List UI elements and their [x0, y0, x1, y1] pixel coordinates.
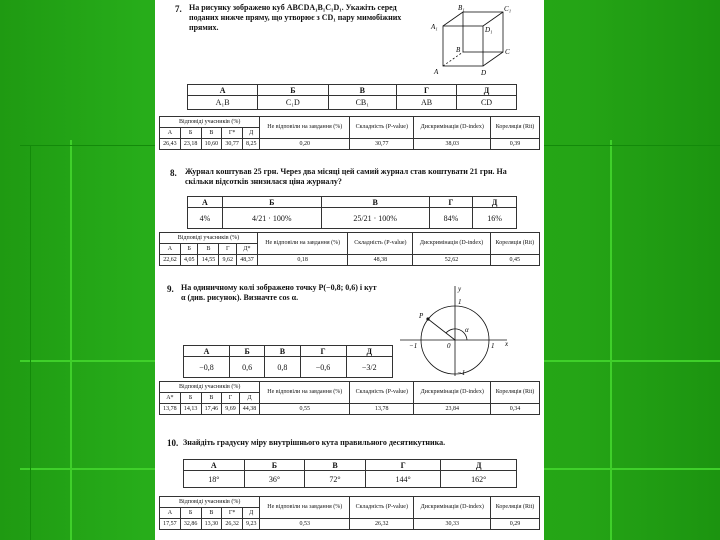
answer-option: 72°: [305, 471, 366, 488]
stats-letter: Б: [180, 128, 201, 139]
q10-text: Знайдіть градусну міру внутрішнього кута правильного десятикутника.: [183, 438, 446, 447]
answer-option: C₁D: [258, 96, 328, 110]
answer-letter: А: [188, 85, 258, 96]
stats-value: 38,03: [414, 139, 491, 150]
answer-letter: В: [328, 85, 397, 96]
circle-label-left: −1: [409, 342, 418, 350]
cube-label: A: [434, 68, 439, 76]
stats-header: Складність (P-value): [348, 233, 413, 255]
stats-header: Не відповіли на завдання (%): [260, 117, 350, 139]
answer-option: −0,8: [184, 357, 230, 378]
decor-line: [30, 145, 31, 540]
stats-header: Дискримінація (D-index): [414, 497, 491, 519]
stats-value: 26,43: [160, 139, 181, 150]
stats-letter: Г*: [222, 128, 243, 139]
circle-label-right: 1: [491, 342, 495, 350]
stats-value: 32,86: [180, 519, 201, 530]
stats-header: Складність (P-value): [350, 382, 414, 404]
answer-letter: А: [184, 346, 230, 357]
decor-line: [610, 140, 612, 540]
stats-letter: А: [160, 128, 181, 139]
stats-letter: Д: [243, 128, 260, 139]
circle-label-point: P: [419, 312, 424, 320]
stats-letter: В: [201, 128, 222, 139]
stats-header: Дискримінація (D-index): [414, 117, 491, 139]
stats-value: 13,30: [201, 519, 222, 530]
answer-letter: Д: [346, 346, 393, 357]
stats-letter: А: [160, 508, 181, 519]
stats-value: 30,77: [222, 139, 243, 150]
q9-number: 9.: [167, 284, 174, 294]
answer-letter: Д: [457, 85, 517, 96]
answer-option: 36°: [244, 471, 305, 488]
stats-value: 14,55: [198, 255, 219, 266]
stats-value: 26,32: [222, 519, 243, 530]
answer-option: 162°: [441, 471, 517, 488]
stats-value: 48,37: [236, 255, 257, 266]
answer-letter: Б: [258, 85, 328, 96]
answer-letter: Г: [429, 197, 473, 208]
document-page: [155, 0, 544, 540]
stats-letter: Г: [219, 244, 237, 255]
q10-stats-table: [159, 496, 540, 530]
unit-circle-figure: [395, 282, 515, 378]
q7-stats-table: [159, 116, 540, 150]
circle-label-one: 1: [458, 298, 462, 306]
stats-header: Не відповіли на завдання (%): [260, 497, 350, 519]
answer-option: −0,6: [300, 357, 346, 378]
answer-option: AB: [397, 96, 457, 110]
stats-header: Складність (P-value): [350, 497, 414, 519]
answer-letter: В: [305, 460, 366, 471]
stats-header: Кореляція (Rit): [491, 117, 540, 139]
circle-label-minus-one: −1: [457, 369, 466, 377]
q10-number: 10.: [167, 438, 179, 448]
stats-value: 44,38: [239, 404, 260, 415]
answer-option: A₁B: [188, 96, 258, 110]
stats-value: 22,62: [160, 255, 181, 266]
cube-figure: [425, 2, 525, 78]
stats-value: 17,57: [160, 519, 181, 530]
stats-header: Відповіді учасників (%): [160, 117, 260, 128]
q10-answer-table: [183, 459, 517, 488]
stats-header: Кореляція (Rit): [490, 233, 539, 255]
stats-letter: В: [201, 508, 222, 519]
stats-value: 0,55: [260, 404, 350, 415]
stats-letter: Д: [243, 508, 260, 519]
stats-letter: Б: [180, 393, 201, 404]
stats-value: 14,13: [180, 404, 201, 415]
q7-answer-table: [187, 84, 517, 110]
stats-value: 9,62: [219, 255, 237, 266]
decor-line: [70, 140, 72, 540]
q9-text: На одиничному колі зображено точку P(−0,8; 0,6) і кут α (див. рисунок). Визначте cos α.: [181, 283, 377, 302]
stats-letter: А: [160, 244, 181, 255]
answer-option: 144°: [365, 471, 441, 488]
q7-text: На рисунку зображено куб ABCDA₁B₁C₁D₁. Укажіть серед поданих нижче пряму, що утворює з CD₁ пару мимобіжних прямих.: [189, 3, 402, 32]
q8-text: Журнал коштував 25 грн. Через два місяці цей самий журнал став коштувати 21 грн. На скільки відсотків знизилася ціна журналу?: [185, 167, 507, 186]
answer-option: 25/21 · 100%: [321, 208, 429, 229]
stats-header: Відповіді учасників (%): [160, 233, 258, 244]
q8-stats-table: [159, 232, 540, 266]
stats-header: Відповіді учасників (%): [160, 382, 260, 393]
answer-letter: Г: [397, 85, 457, 96]
stats-letter: Д*: [236, 244, 257, 255]
answer-letter: В: [321, 197, 429, 208]
stats-header: Дискримінація (D-index): [413, 233, 490, 255]
stats-header: Кореляція (Rit): [491, 382, 540, 404]
stats-header: Складність (P-value): [350, 117, 414, 139]
cube-label: C: [505, 48, 510, 56]
stats-header: Не відповіли на завдання (%): [260, 382, 350, 404]
stats-value: 26,32: [350, 519, 414, 530]
stats-value: 0,18: [257, 255, 348, 266]
stats-letter: Б: [180, 508, 201, 519]
stats-header: Відповіді учасників (%): [160, 497, 260, 508]
stats-value: 17,46: [201, 404, 222, 415]
stats-header: Не відповіли на завдання (%): [257, 233, 348, 255]
answer-letter: А: [184, 460, 245, 471]
stats-value: 23,18: [180, 139, 201, 150]
stats-value: 9,23: [243, 519, 260, 530]
answer-option: 4/21 · 100%: [222, 208, 321, 229]
stats-value: 30,33: [414, 519, 491, 530]
q9-answer-table: [183, 345, 393, 378]
stats-value: 0,39: [491, 139, 540, 150]
answer-letter: Б: [244, 460, 305, 471]
stats-letter: Б: [180, 244, 198, 255]
stats-letter: Г: [222, 393, 239, 404]
q7-number: 7.: [175, 4, 182, 14]
stats-letter: А*: [160, 393, 181, 404]
stats-letter: Г*: [222, 508, 243, 519]
stats-value: 13,78: [350, 404, 414, 415]
stats-value: 0,20: [260, 139, 350, 150]
stats-header: Дискримінація (D-index): [414, 382, 491, 404]
answer-option: 84%: [429, 208, 473, 229]
answer-letter: Г: [365, 460, 441, 471]
stats-value: 13,78: [160, 404, 181, 415]
q8-answer-table: [187, 196, 517, 229]
cube-label: D₁: [485, 26, 493, 34]
stats-value: 0,29: [491, 519, 540, 530]
axis-label-y: y: [458, 285, 462, 293]
stats-value: 52,62: [413, 255, 490, 266]
answer-letter: А: [188, 197, 223, 208]
stats-value: 0,34: [491, 404, 540, 415]
answer-option: 0,8: [265, 357, 300, 378]
axis-label-x: x: [505, 340, 509, 348]
stats-value: 9,69: [222, 404, 239, 415]
stats-letter: Д: [239, 393, 260, 404]
q8-number: 8.: [170, 168, 177, 178]
answer-letter: Д: [473, 197, 517, 208]
stats-value: 8,25: [243, 139, 260, 150]
stats-value: 0,45: [490, 255, 539, 266]
circle-label-angle: α: [465, 326, 469, 334]
stats-letter: В: [198, 244, 219, 255]
answer-option: 4%: [188, 208, 223, 229]
answer-letter: Б: [229, 346, 264, 357]
answer-letter: Г: [300, 346, 346, 357]
answer-option: CB₁: [328, 96, 397, 110]
answer-option: −3/2: [346, 357, 393, 378]
answer-option: 18°: [184, 471, 245, 488]
cube-label: B: [456, 46, 461, 54]
cube-label: C₁: [504, 5, 512, 13]
stats-header: Кореляція (Rit): [491, 497, 540, 519]
stats-value: 4,05: [180, 255, 198, 266]
stats-letter: В: [201, 393, 222, 404]
stats-value: 10,60: [201, 139, 222, 150]
answer-option: 0,6: [229, 357, 264, 378]
cube-label: D: [481, 69, 487, 77]
answer-letter: В: [265, 346, 300, 357]
answer-letter: Б: [222, 197, 321, 208]
answer-letter: Д: [441, 460, 517, 471]
stats-value: 23,84: [414, 404, 491, 415]
stats-value: 48,38: [348, 255, 413, 266]
circle-label-origin: 0: [447, 342, 451, 350]
stats-value: 30,77: [350, 139, 414, 150]
answer-option: CD: [457, 96, 517, 110]
stats-value: 0,53: [260, 519, 350, 530]
answer-option: 16%: [473, 208, 517, 229]
q9-stats-table: [159, 381, 540, 415]
cube-label: A₁: [431, 23, 438, 31]
cube-label: B₁: [458, 4, 465, 12]
